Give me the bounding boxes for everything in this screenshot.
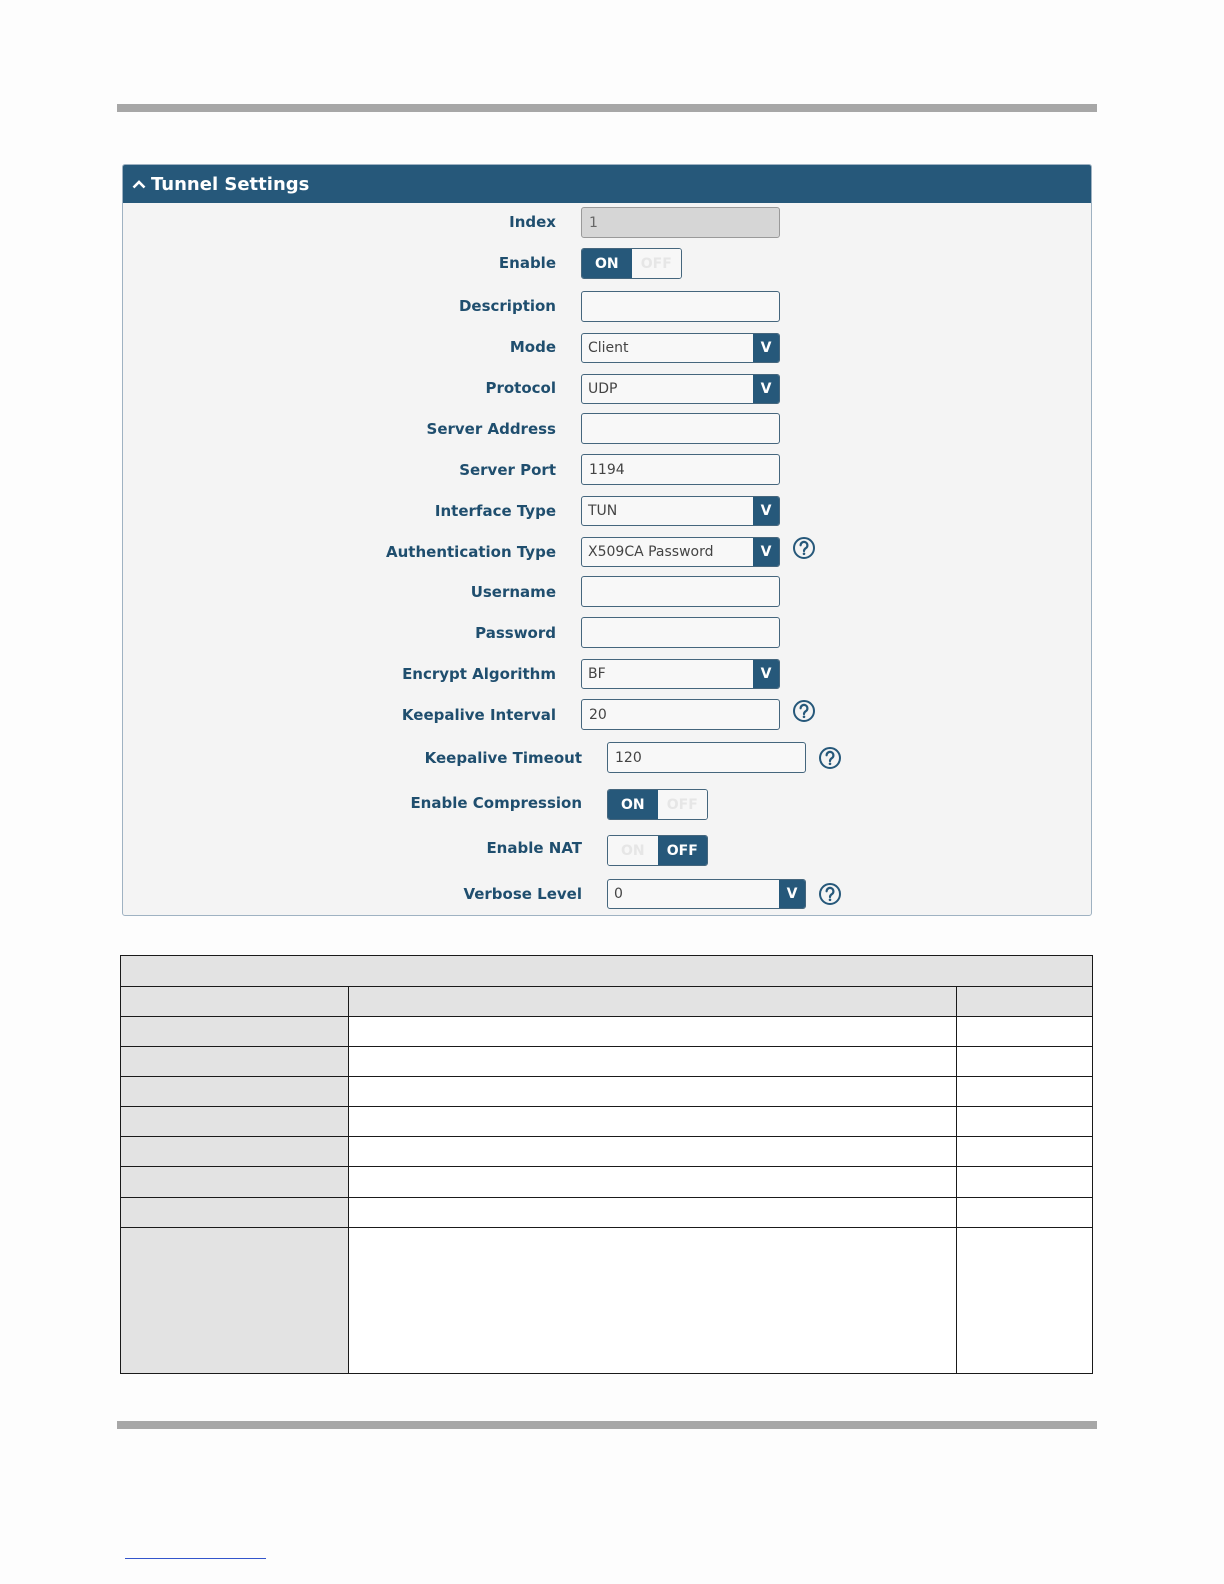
enable-compression-label: Enable Compression	[410, 794, 582, 812]
table-cell	[121, 1137, 349, 1167]
mode-select[interactable]	[581, 333, 780, 363]
help-circle-icon[interactable]	[818, 882, 842, 906]
table-cell	[957, 987, 1093, 1017]
protocol-label: Protocol	[485, 379, 556, 397]
nat-off[interactable]: OFF	[658, 836, 708, 865]
top-rule	[117, 104, 1097, 112]
encrypt-algorithm-label: Encrypt Algorithm	[402, 665, 556, 683]
mode-label: Mode	[509, 338, 556, 356]
server-address-label: Server Address	[426, 420, 556, 438]
chevron-up-icon[interactable]	[127, 165, 151, 203]
verbose-level-select[interactable]	[607, 879, 806, 909]
table-cell	[957, 1167, 1093, 1198]
table-cell	[349, 1167, 957, 1198]
table-cell	[957, 1017, 1093, 1047]
password-label: Password	[475, 624, 556, 642]
dropdown-button[interactable]: V	[753, 660, 779, 688]
compression-off[interactable]: OFF	[658, 790, 708, 819]
table-cell	[957, 1077, 1093, 1107]
encrypt-algorithm-value: BF	[588, 666, 606, 682]
keepalive-timeout-input[interactable]	[607, 742, 806, 773]
table-row	[121, 1107, 1093, 1137]
table-row	[121, 1198, 1093, 1228]
enable-nat-label: Enable NAT	[486, 839, 582, 857]
footer-link-underline[interactable]	[125, 1558, 266, 1559]
auth-type-label: Authentication Type	[386, 543, 556, 561]
table-title-row	[121, 956, 1093, 987]
dropdown-button[interactable]: V	[753, 497, 779, 525]
enable-on[interactable]: ON	[582, 249, 632, 278]
table-row	[121, 1167, 1093, 1198]
table-cell	[121, 1198, 349, 1228]
description-label: Description	[458, 297, 556, 315]
keepalive-timeout-label: Keepalive Timeout	[424, 749, 582, 767]
table-cell	[349, 1228, 957, 1374]
table-cell	[349, 1137, 957, 1167]
table-row	[121, 1047, 1093, 1077]
table-cell	[121, 1077, 349, 1107]
keepalive-interval-label: Keepalive Interval	[401, 706, 556, 724]
index-input	[581, 207, 780, 238]
table-cell	[349, 987, 957, 1017]
verbose-level-label: Verbose Level	[463, 885, 582, 903]
nat-on[interactable]: ON	[608, 836, 658, 865]
table-cell	[349, 1107, 957, 1137]
panel-title: Tunnel Settings	[151, 173, 310, 195]
table-cell	[121, 1167, 349, 1198]
dropdown-button[interactable]: V	[779, 880, 805, 908]
table-cell	[957, 1137, 1093, 1167]
table-cell	[121, 1047, 349, 1077]
keepalive-interval-input[interactable]	[581, 699, 780, 730]
help-circle-icon[interactable]	[792, 536, 816, 560]
interface-type-select[interactable]	[581, 496, 780, 526]
enable-nat-toggle[interactable]	[607, 835, 708, 866]
enable-label: Enable	[498, 254, 556, 272]
username-input[interactable]	[581, 576, 780, 607]
table-cell	[349, 1017, 957, 1047]
interface-type-value: TUN	[588, 503, 618, 519]
panel-header[interactable]	[123, 165, 1091, 203]
table-cell	[121, 1017, 349, 1047]
table-row	[121, 1137, 1093, 1167]
table-cell	[121, 1107, 349, 1137]
server-address-input[interactable]	[581, 413, 780, 444]
index-label: Index	[509, 213, 556, 231]
enable-toggle[interactable]	[581, 248, 682, 279]
verbose-level-value: 0	[614, 886, 623, 902]
interface-type-label: Interface Type	[434, 502, 556, 520]
username-label: Username	[470, 583, 556, 601]
table-cell	[349, 1047, 957, 1077]
table-cell	[957, 1047, 1093, 1077]
mode-value: Client	[588, 340, 629, 356]
server-port-label: Server Port	[459, 461, 556, 479]
table-row	[121, 1228, 1093, 1374]
table-cell	[957, 1198, 1093, 1228]
enable-compression-toggle[interactable]	[607, 789, 708, 820]
table-cell	[349, 1077, 957, 1107]
auth-type-value: X509CA Password	[588, 544, 714, 560]
password-input[interactable]	[581, 617, 780, 648]
parameter-table	[120, 955, 1093, 1374]
table-row	[121, 1077, 1093, 1107]
dropdown-button[interactable]: V	[753, 375, 779, 403]
bottom-rule	[117, 1421, 1097, 1429]
table-cell	[121, 1228, 349, 1374]
help-circle-icon[interactable]	[792, 699, 816, 723]
table-row	[121, 1017, 1093, 1047]
help-circle-icon[interactable]	[818, 746, 842, 770]
compression-on[interactable]: ON	[608, 790, 658, 819]
table-cell	[121, 987, 349, 1017]
table-cell	[957, 1107, 1093, 1137]
encrypt-algorithm-select[interactable]	[581, 659, 780, 689]
dropdown-button[interactable]: V	[753, 538, 779, 566]
table-cell	[349, 1198, 957, 1228]
description-input[interactable]	[581, 291, 780, 322]
protocol-value: UDP	[588, 381, 618, 397]
table-header-row	[121, 987, 1093, 1017]
dropdown-button[interactable]: V	[753, 334, 779, 362]
enable-off[interactable]: OFF	[632, 249, 682, 278]
protocol-select[interactable]	[581, 374, 780, 404]
table-cell	[121, 956, 1093, 987]
server-port-input[interactable]	[581, 454, 780, 485]
auth-type-select[interactable]	[581, 537, 780, 567]
table-cell	[957, 1228, 1093, 1374]
